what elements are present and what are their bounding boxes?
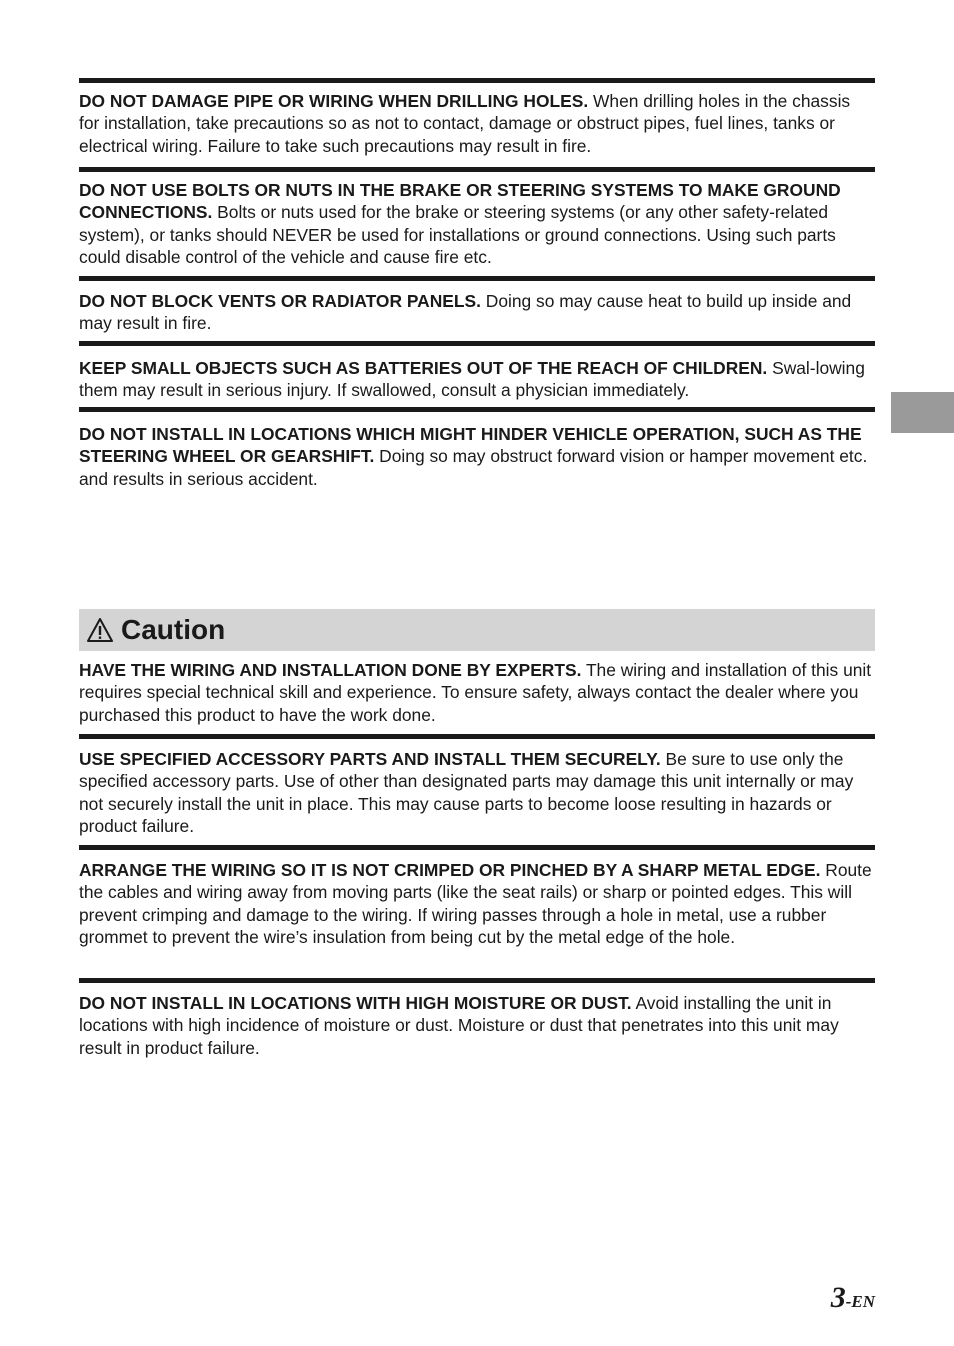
warning-triangle-icon [86,617,114,643]
warning-lead: DO NOT BLOCK VENTS OR RADIATOR PANELS. [79,291,481,311]
warning-item-vents [79,290,875,335]
page-number [831,1280,875,1320]
page-number-suffix: -EN [845,1292,875,1311]
warning-lead: KEEP SMALL OBJECTS SUCH AS BATTERIES OUT OF THE REACH OF CHILDREN. [79,358,768,378]
warning-item-children [79,357,875,402]
warning-lead: DO NOT INSTALL IN LOCATIONS WHICH MIGHT HINDER VEHICLE OPERATION, SUCH AS THE STEERING WHEEL OR GEARSHIFT. [79,424,862,467]
caution-body: Route the cables and wiring away from moving parts (like the seat rails) or sharp or pointed edges. This will prevent crimping and damage to the wiring. If wiring passes through a hole in metal, use a rubber grommet to prevent the wire’s insulation from being cut by the metal edge of the hole. [79,860,872,948]
divider-rule [79,167,875,172]
caution-item-accessory [79,748,875,838]
caution-lead: ARRANGE THE WIRING SO IT IS NOT CRIMPED OR PINCHED BY A SHARP METAL EDGE. [79,860,821,880]
divider-rule [79,341,875,346]
caution-lead: DO NOT INSTALL IN LOCATIONS WITH HIGH MOISTURE OR DUST. [79,993,632,1013]
divider-rule [79,407,875,412]
divider-rule [79,978,875,983]
caution-item-experts [79,659,875,726]
caution-title: Caution [121,614,226,645]
caution-body: The wiring and installation of this unit requires special technical skill and experience. To ensure safety, always contact the dealer where you purchased this product to have the work done. [79,660,872,725]
caution-lead: USE SPECIFIED ACCESSORY PARTS AND INSTALL THEM SECURELY. [79,749,661,769]
divider-rule [79,845,875,850]
page-number-value: 3 [830,1281,846,1314]
warning-body: Doing so may obstruct forward vision or hamper movement etc. and results in serious accident. [79,446,868,489]
chapter-thumb-tab [891,392,954,433]
caution-item-wiring [79,859,875,949]
warning-body: Doing so may cause heat to build up inside and may result in fire. [79,291,852,334]
warning-lead: DO NOT USE BOLTS OR NUTS IN THE BRAKE OR STEERING SYSTEMS TO MAKE GROUND CONNECTIONS. [79,180,841,223]
caution-item-moisture [79,992,875,1059]
caution-lead: HAVE THE WIRING AND INSTALLATION DONE BY EXPERTS. [79,660,582,680]
warning-item-drilling [79,90,875,157]
warning-item-operation [79,423,875,490]
warning-body: Bolts or nuts used for the brake or steering systems (or any other safety-related system), or tanks should NEVER be used for installations or ground connections. Using such parts could disable control of the vehicle and cause fire etc. [79,202,836,268]
divider-rule [79,78,875,83]
warning-body: Swal-lowing them may result in serious injury. If swallowed, consult a physician immediately. [79,358,865,401]
caution-header [79,609,875,651]
caution-body: Be sure to use only the specified accessory parts. Use of other than designated parts may damage this unit internally or may not securely install the unit in place. This may cause parts to become loose resulting in hazards or product failure. [79,749,854,837]
warning-lead: DO NOT DAMAGE PIPE OR WIRING WHEN DRILLING HOLES. [79,91,589,111]
warning-item-ground [79,179,875,269]
divider-rule [79,276,875,281]
divider-rule [79,734,875,739]
warning-body: When drilling holes in the chassis for installation, take precautions so as not to contact, damage or obstruct pipes, fuel lines, tanks or electrical wiring. Failure to take such precautions may result in fire. [79,91,851,156]
caution-body: Avoid installing the unit in locations with high incidence of moisture or dust. Moisture or dust that penetrates into this unit may result in product failure. [79,993,839,1058]
